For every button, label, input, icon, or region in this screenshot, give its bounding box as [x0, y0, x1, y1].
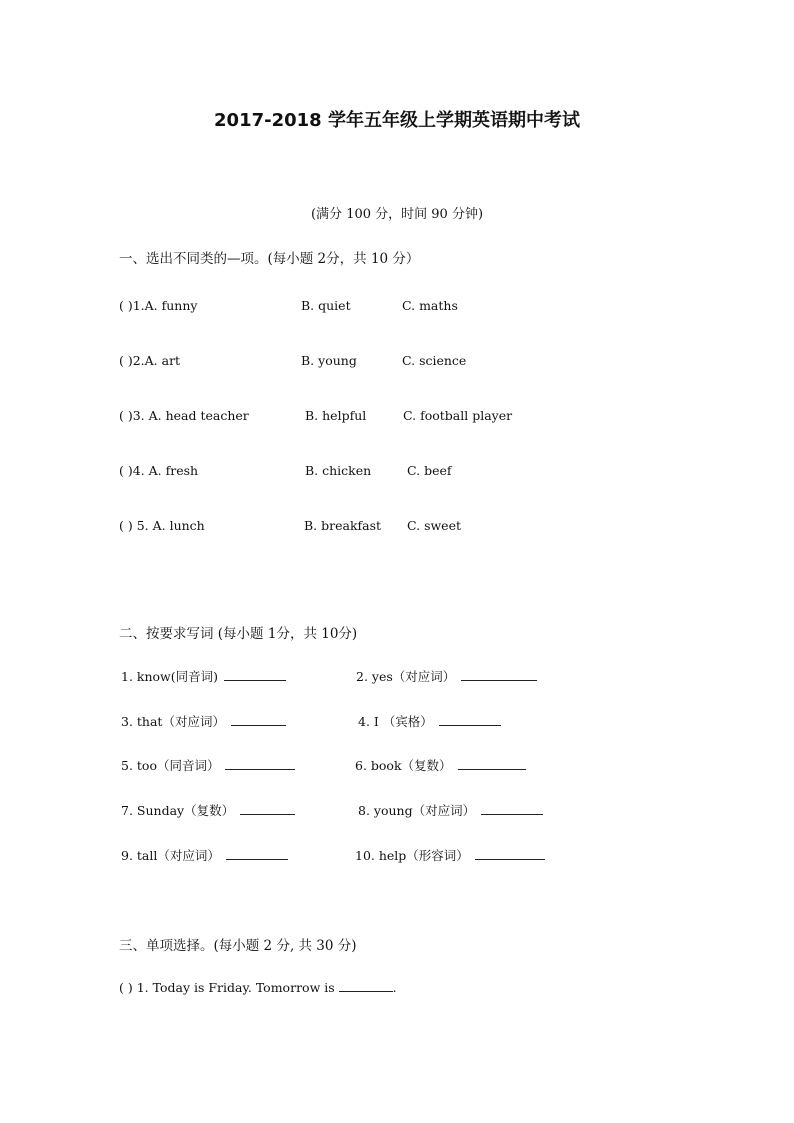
s1-item-3-b: B. helpful — [305, 408, 367, 423]
answer-blank[interactable] — [226, 847, 288, 860]
s1-item-1-b: B. quiet — [301, 298, 351, 313]
answer-blank[interactable] — [458, 757, 526, 770]
s2-item-8 — [358, 801, 543, 819]
answer-blank[interactable] — [461, 668, 537, 681]
s2-item-7 — [121, 801, 295, 819]
section1-heading: 一、选出不同类的—项。(每小题 2分，共 10 分） — [119, 251, 420, 267]
s2-item-4 — [358, 712, 501, 730]
s1-item-2-b: B. young — [301, 353, 357, 368]
s2-item-6-label: 6. book（复数） — [355, 758, 452, 773]
s2-item-4-label: 4. I （宾格） — [358, 714, 433, 729]
answer-blank[interactable] — [225, 757, 295, 770]
s1-item-2-c: C. science — [402, 353, 467, 368]
s2-item-3-label: 3. that（对应词） — [121, 714, 225, 729]
s1-item-1-a: ( )1.A. funny — [119, 298, 198, 313]
s3-item-1-end: . — [392, 980, 397, 995]
s1-item-4-b: B. chicken — [305, 463, 372, 478]
s2-item-1 — [121, 667, 286, 685]
answer-blank[interactable] — [231, 713, 286, 726]
s1-item-4-a: ( )4. A. fresh — [119, 463, 199, 478]
s3-item-1-text: ( ) 1. Today is Friday. Tomorrow is — [119, 980, 335, 995]
s2-item-10 — [355, 846, 545, 864]
s2-item-5-label: 5. too（同音词） — [121, 758, 220, 773]
s2-item-1-label: 1. know(同音词) — [121, 669, 219, 684]
s1-item-4-c: C. beef — [407, 463, 452, 478]
answer-blank[interactable] — [240, 802, 295, 815]
s2-item-3 — [121, 712, 286, 730]
s2-item-7-label: 7. Sunday（复数） — [121, 803, 235, 818]
s2-item-6 — [355, 756, 526, 774]
answer-blank[interactable] — [439, 713, 501, 726]
s2-item-9-label: 9. tall（对应词） — [121, 848, 220, 863]
s2-item-9 — [121, 846, 288, 864]
s2-item-2-label: 2. yes（对应词） — [356, 669, 456, 684]
s3-item-1 — [119, 979, 397, 995]
s1-item-2-a: ( )2.A. art — [119, 353, 181, 368]
answer-blank[interactable] — [481, 802, 543, 815]
exam-subtitle: (满分 100 分，时间 90 分钟) — [310, 207, 484, 222]
s1-item-5-a: ( ) 5. A. lunch — [119, 518, 205, 533]
section2-heading: 二、按要求写词 (每小题 1分，共 10分) — [119, 626, 358, 642]
s1-item-3-a: ( )3. A. head teacher — [119, 408, 249, 423]
s2-item-5 — [121, 756, 295, 774]
answer-blank[interactable] — [224, 668, 286, 681]
answer-blank[interactable] — [475, 847, 545, 860]
s2-item-8-label: 8. young（对应词） — [358, 803, 476, 818]
s1-item-3-c: C. football player — [403, 408, 513, 423]
s1-item-5-c: C. sweet — [407, 518, 461, 533]
section3-heading: 三、单项选择。(每小题 2 分, 共 30 分) — [119, 938, 357, 954]
exam-title: 2017-2018 学年五年级上学期英语期中考试 — [214, 110, 580, 131]
s2-item-10-label: 10. help（形容词） — [355, 848, 469, 863]
s2-item-2 — [356, 667, 537, 685]
answer-blank[interactable] — [339, 979, 393, 992]
s1-item-5-b: B. breakfast — [304, 518, 382, 533]
s1-item-1-c: C. maths — [402, 298, 458, 313]
